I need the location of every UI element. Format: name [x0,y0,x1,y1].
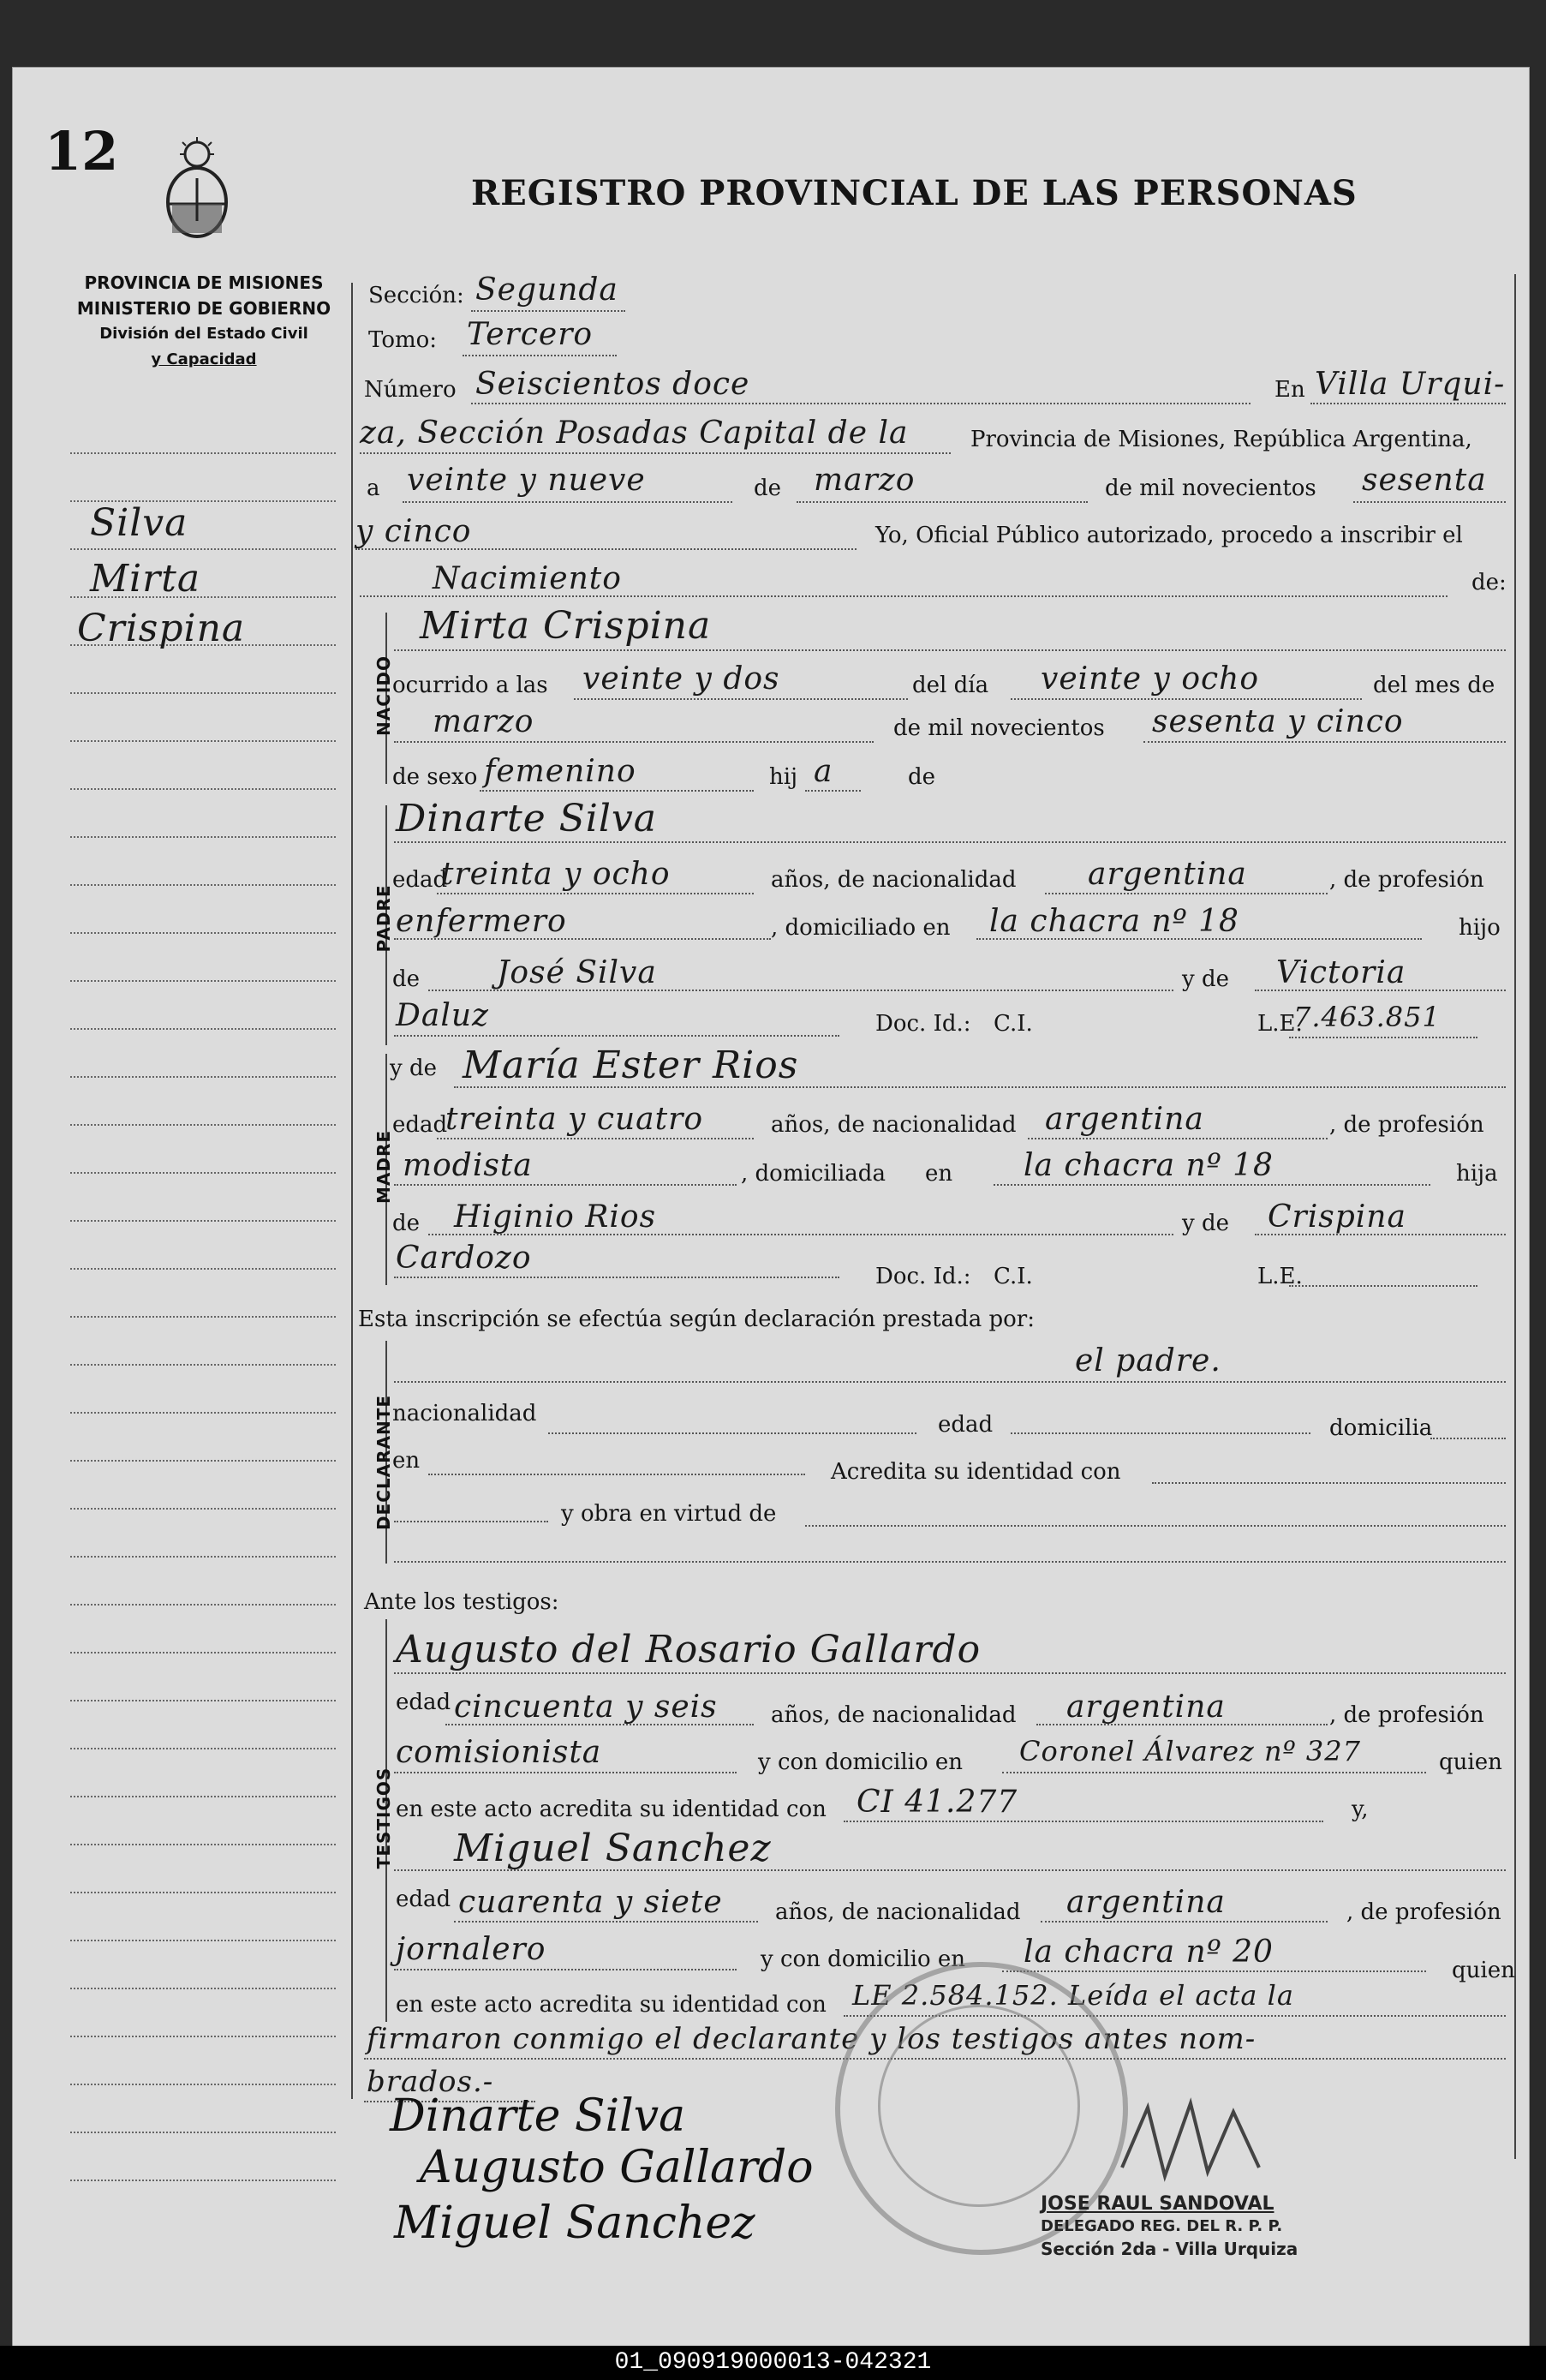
label-hij: hij [769,764,798,790]
value-t1-dom: Coronel Álvarez nº 327 [1019,1735,1361,1767]
value-seccion: Segunda [475,272,618,308]
section-label-nacido: NACIDO [373,655,394,736]
value-madre-de: Higinio Rios [454,1199,657,1235]
section-label-testigos: TESTIGOS [373,1767,394,1869]
margin-ruled-line [70,1076,336,1078]
margin-ruled-line [70,1700,336,1701]
value-padre-y-de: Victoria [1276,955,1406,990]
value-madre-nombre: María Ester Rios [463,1043,799,1087]
label-padre-anos: años, de nacionalidad [771,867,1017,893]
label-y-comma: y, [1352,1797,1369,1822]
label-del-dia: del día [912,673,989,698]
label-en: En [1274,377,1305,403]
value-declarante: el padre. [1075,1343,1221,1378]
value-madre-edad: treinta y cuatro [445,1102,703,1137]
value-t1-prof: comisionista [396,1735,602,1770]
value-t1-nac: argentina [1066,1689,1226,1725]
margin-ruled-line [70,2084,336,2085]
label-madre-en: en [925,1161,953,1187]
value-numero: Seiscientos doce [475,367,750,402]
value-tomo: Tercero [467,317,594,352]
ministry-line-1: PROVINCIA DE MISIONES [84,272,324,293]
margin-ruled-line [70,1796,336,1797]
label-t1-domicilio: y con domicilio en [758,1749,964,1775]
label-madre-y-de: y de [390,1055,437,1081]
margin-ruled-line [70,788,336,790]
right-border [1514,274,1516,2159]
margin-ruled-line [70,1316,336,1318]
value-padre-edad: treinta y ocho [441,857,671,892]
value-madre-dom: la chacra nº 18 [1024,1148,1274,1183]
value-anio-nac: sesenta y cinco [1152,704,1404,739]
margin-ruled-line [70,452,336,454]
value-padre-le: 7.463.851 [1293,1001,1441,1033]
signature-1: Dinarte Silva [390,2090,686,2142]
label-t2-prof: , de profesión [1346,1899,1501,1925]
label-ante-testigos: Ante los testigos: [364,1589,559,1615]
label-padre-y-de: y de [1182,966,1229,992]
value-padre-prof: enfermero [396,904,567,939]
margin-ruled-line [70,740,336,742]
value-t1-nombre: Augusto del Rosario Gallardo [396,1628,982,1671]
signature-3: Miguel Sanchez [394,2198,755,2249]
margin-ruled-line [70,1604,336,1606]
margin-surname: Silva [90,501,188,545]
label-madre-de: de [392,1211,421,1236]
label-acredita: Acredita su identidad con [831,1459,1121,1485]
value-madre-prof: modista [403,1148,533,1183]
value-mes: marzo [814,463,916,498]
margin-ruled-line [70,1844,336,1845]
margin-given-2: Crispina [77,607,246,650]
left-border [351,283,353,2099]
label-t2-edad: edad [396,1887,451,1912]
margin-ruled-line [70,1028,336,1030]
label-t1-prof: , de profesión [1329,1702,1484,1728]
value-t2-nombre: Miguel Sanchez [454,1827,772,1870]
label-hijo: hijo [1459,915,1501,941]
margin-ruled-line [70,1220,336,1222]
label-t2-domicilio: y con domicilio en [761,1946,966,1972]
label-ocurrido: ocurrido a las [392,673,548,698]
value-hora: veinte y dos [582,661,780,697]
official-signature-scribble [1113,2090,1285,2193]
section-label-padre: PADRE [373,884,394,953]
coat-of-arms-icon [158,135,236,247]
label-de-mil-nov: de mil novecientos [893,715,1105,741]
value-mes-nac: marzo [433,704,534,739]
value-anio: sesenta [1362,463,1487,498]
label-padre-le: L.E. [1257,1011,1303,1037]
value-anio-2: y cinco [355,514,472,549]
value-t2-edad: cuarenta y siete [458,1885,723,1920]
value-closing-2: brados.- [367,2065,494,2099]
margin-ruled-line [70,548,336,550]
value-sexo: femenino [484,754,636,789]
margin-ruled-line [70,932,336,934]
value-nombre: Mirta Crispina [420,604,712,648]
label-t1-en-este-acto: en este acto acredita su identidad con [396,1797,827,1822]
label-de-mil: de mil novecientos [1105,475,1316,501]
label-padre-doc: Doc. Id.: [875,1011,971,1037]
value-t1-edad: cincuenta y seis [454,1689,718,1725]
value-padre-nac: argentina [1088,857,1247,892]
label-seccion: Sección: [368,283,464,308]
label-domicilia: domicilia [1329,1415,1433,1441]
margin-ruled-line [70,1460,336,1462]
official-seal-inner [878,2005,1080,2207]
label-padre-ci: C.I. [994,1011,1033,1037]
value-padre-de: José Silva [497,955,657,990]
label-y-obra: y obra en virtud de [561,1501,777,1527]
value-padre-nombre: Dinarte Silva [396,797,658,840]
label-t2-en-este-acto: en este acto acredita su identidad con [396,1992,827,2018]
value-t1-ci: CI 41.277 [857,1785,1018,1820]
label-t1-edad: edad [396,1689,451,1715]
margin-ruled-line [70,1364,336,1366]
margin-ruled-line [70,1556,336,1558]
image-id-footer: 01_090919000013-042321 [0,2346,1546,2380]
margin-ruled-line [70,980,336,982]
label-madre-y-de-2: y de [1182,1211,1229,1236]
official-name: JOSE RAUL SANDOVAL [1041,2193,1274,2215]
margin-ruled-line [70,836,336,838]
value-t2-prof: jornalero [396,1932,546,1967]
value-t2-id: LE 2.584.152. Leída el acta la [852,1979,1294,2012]
label-de-1: de [754,475,782,501]
label-tomo: Tomo: [368,327,438,353]
margin-ruled-line [70,1508,336,1510]
page-number: 12 [45,120,119,182]
value-madre-nac: argentina [1045,1102,1204,1137]
label-madre-edad: edad [392,1112,448,1138]
ministry-line-2: MINISTERIO DE GOBIERNO [76,298,331,319]
ministry-line-3: División del Estado Civil [99,325,308,343]
value-t2-dom: la chacra nº 20 [1024,1934,1274,1970]
margin-ruled-line [70,1892,336,1893]
label-t2-quien: quien [1452,1958,1515,1983]
label-provincia: Provincia de Misiones, República Argentina, [970,427,1472,452]
value-en-place: Villa Urqui- [1315,367,1506,402]
official-block [1041,2193,1298,2260]
label-madre-prof: , de profesión [1329,1112,1484,1138]
value-madre-y-de: Crispina [1268,1199,1406,1235]
ministry-line-4: y Capacidad [151,350,257,368]
margin-ruled-line [70,1172,336,1174]
section-label-madre: MADRE [373,1129,394,1205]
value-dia: veinte y ocho [1041,661,1260,697]
value-place-2: za, Sección Posadas Capital de la [360,416,909,451]
value-a-dia: veinte y nueve [407,463,646,498]
label-inscripcion: Esta inscripción se efectúa según declaración prestada por: [358,1307,1035,1332]
label-padre-de: de [392,966,421,992]
margin-ruled-line [70,2132,336,2133]
label-t2-anos: años, de nacionalidad [775,1899,1021,1925]
value-hij-suffix: a [814,754,833,789]
label-del-mes: del mes de [1373,673,1495,698]
label-en-decl: en [392,1448,421,1474]
value-padre-y-de-2: Daluz [396,998,489,1033]
label-sexo: de sexo [392,764,478,790]
margin-ruled-line [70,1124,336,1126]
label-t1-quien: quien [1439,1749,1502,1775]
value-closing-1: firmaron conmigo el declarante y los testigos antes nom- [367,2022,1256,2056]
margin-ruled-line [70,692,336,694]
margin-ruled-line [70,1940,336,1941]
margin-ruled-line [70,1268,336,1270]
label-hija: hija [1456,1161,1498,1187]
value-t2-nac: argentina [1066,1885,1226,1920]
value-padre-dom: la chacra nº 18 [989,904,1239,939]
margin-ruled-line [70,884,336,886]
label-madre-le: L.E. [1257,1264,1303,1289]
label-madre-anos: años, de nacionalidad [771,1112,1017,1138]
section-label-declarante: DECLARANTE [373,1394,394,1531]
margin-ruled-line [70,1748,336,1749]
margin-ruled-line [70,1412,336,1414]
label-de-2: de [908,764,936,790]
margin-ruled-line [70,2180,336,2181]
value-acto: Nacimiento [433,561,622,596]
label-edad-decl: edad [938,1412,994,1438]
label-de-colon: de: [1471,570,1507,595]
label-a: a [367,475,380,501]
label-madre-ci: C.I. [994,1264,1033,1289]
ministry-block [67,270,341,373]
label-t1-anos: años, de nacionalidad [771,1702,1017,1728]
margin-ruled-line [70,1652,336,1653]
value-madre-y-de-2: Cardozo [396,1241,532,1276]
label-padre-prof: , de profesión [1329,867,1484,893]
label-domiciliada: , domiciliada [741,1161,886,1187]
label-domiciliado: , domiciliado en [771,915,951,941]
margin-ruled-line [70,1988,336,1989]
label-madre-doc: Doc. Id.: [875,1264,971,1289]
margin-ruled-line [70,2036,336,2037]
official-role: DELEGADO REG. DEL R. P. P. [1041,2217,1283,2235]
document-title: REGISTRO PROVINCIAL DE LAS PERSONAS [471,173,1358,213]
margin-given-1: Mirta [90,557,201,601]
official-section: Sección 2da - Villa Urquiza [1041,2239,1298,2259]
label-nacionalidad: nacionalidad [392,1401,537,1426]
label-yo-oficial: Yo, Oficial Público autorizado, procedo a inscribir el [875,523,1463,548]
label-padre-edad: edad [392,867,448,893]
signature-2: Augusto Gallardo [420,2142,814,2193]
label-numero: Número [364,377,457,403]
